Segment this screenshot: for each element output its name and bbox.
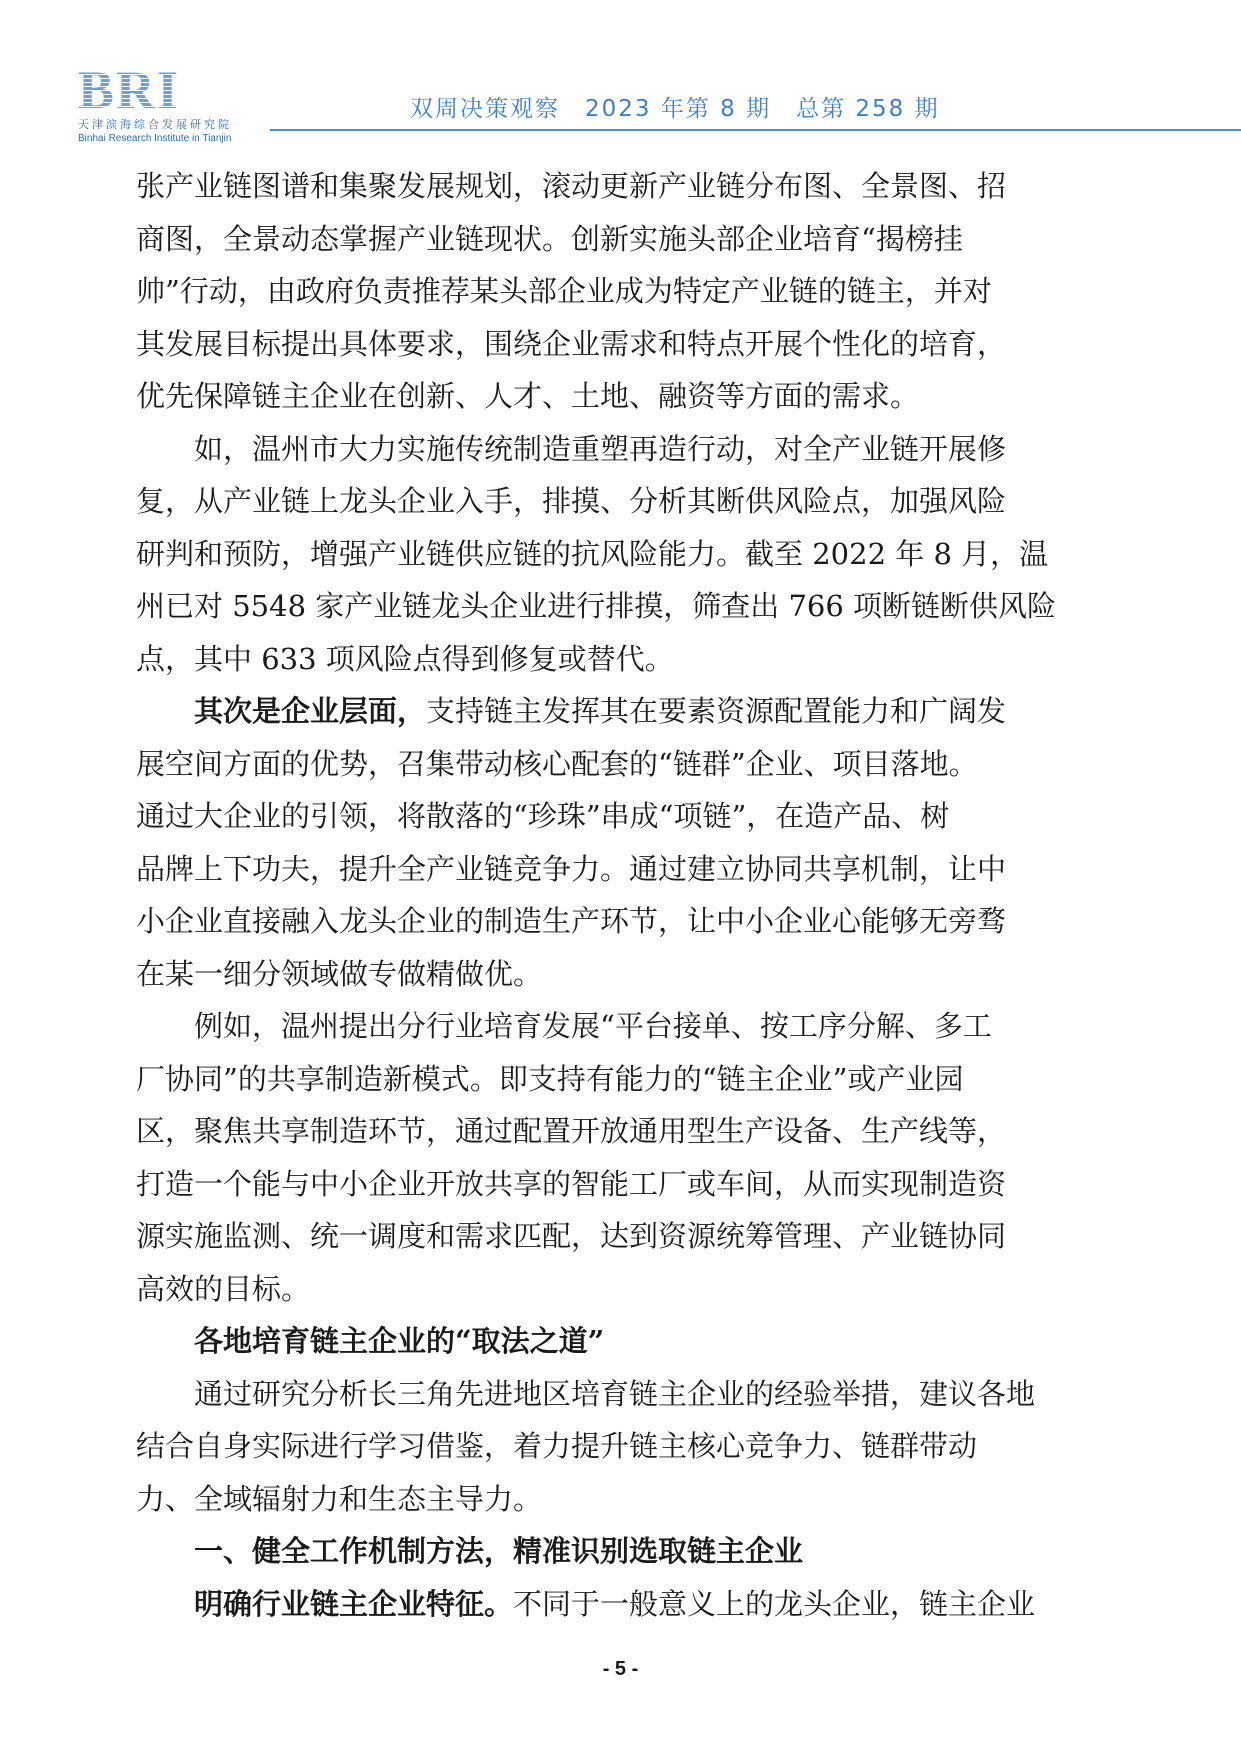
text-line: 商图，全景动态掌握产业链现状。创新实施头部企业培育“揭榜挂 (136, 221, 963, 256)
text-line: 厂协同”的共享制造新模式。即支持有能力的“链主企业”或产业园 (136, 1061, 964, 1096)
text-line: 打造一个能与中小企业开放共享的智能工厂或车间，从而实现制造资 (136, 1166, 1007, 1201)
text-line: 点，其中 633 项风险点得到修复或替代。 (136, 641, 674, 676)
text-line: 区，聚焦共享制造环节，通过配置开放通用型生产设备、生产线等， (136, 1114, 1007, 1148)
logo-chinese-name: 天津滨海综合发展研究院 (78, 118, 232, 131)
text-line: 展空间方面的优势，召集带动核心配套的“链群”企业、项目落地。 (136, 746, 978, 781)
text-line: 例如，温州提出分行业培育发展“平台接单、按工序分解、多工 (194, 1009, 992, 1043)
section-heading: 各地培育链主企业的“取法之道” (194, 1324, 605, 1358)
logo-letter-mark: BRI (78, 60, 181, 120)
text-line (136, 685, 1096, 738)
text-line: 结合自身实际进行学习借鉴，着力提升链主核心竞争力、链群带动 (136, 1429, 978, 1463)
text-line-rest: 支持链主发挥其在要素资源配置能力和广阔发 (426, 694, 1007, 728)
header-title: 双周决策观察 2023 年第 8 期 总第 258 期 (410, 96, 940, 122)
subsection-heading: 一、健全工作机制方法，精准识别选取链主企业 (194, 1534, 804, 1568)
text-line: 州已对 5548 家产业链龙头企业进行排摸，筛查出 766 项断链断供风险 (136, 589, 1057, 623)
header-rule (270, 129, 1241, 131)
page-number: - 5 - (602, 1658, 639, 1680)
text-line: 源实施监测、统一调度和需求匹配，达到资源统筹管理、产业链协同 (136, 1219, 1007, 1253)
logo-english-name: Binhai Research Institute in Tianjin (78, 133, 232, 144)
text-line: 在某一细分领域做专做精做优。 (136, 956, 543, 991)
text-line-rest: 不同于一般意义上的龙头企业，链主企业 (513, 1586, 1036, 1621)
logo-letters (78, 60, 268, 120)
text-line: 张产业链图谱和集聚发展规划，滚动更新产业链分布图、全景图、招 (136, 169, 1007, 203)
text-line: 其发展目标提出具体要求，围绕企业需求和特点开展个性化的培育， (136, 326, 1007, 361)
text-line: 优先保障链主企业在创新、人才、土地、融资等方面的需求。 (136, 379, 920, 413)
document-body (136, 160, 1096, 1630)
text-line: 品牌上下功夫，提升全产业链竞争力。通过建立协同共享机制，让中 (136, 851, 1007, 886)
bold-lead-phrase: 其次是企业层面， (194, 694, 427, 728)
text-line: 高效的目标。 (136, 1271, 311, 1306)
text-line: 通过研究分析长三角先进地区培育链主企业的经验举措，建议各地 (194, 1376, 1036, 1411)
text-line: 复，从产业链上龙头企业入手，排摸、分析其断供风险点，加强风险 (136, 484, 1007, 518)
text-line: 研判和预防，增强产业链供应链的抗风险能力。截至 2022 年 8 月，温 (136, 536, 1049, 571)
text-line (136, 1578, 1096, 1631)
text-line: 如，温州市大力实施传统制造重塑再造行动，对全产业链开展修 (194, 431, 1007, 466)
text-line: 通过大企业的引领，将散落的“珍珠”串成“项链”，在造产品、树 (136, 799, 950, 833)
bri-logo (78, 60, 268, 146)
text-line: 帅”行动，由政府负责推荐某头部企业成为特定产业链的链主，并对 (136, 274, 992, 308)
bold-lead-phrase: 明确行业链主企业特征。 (194, 1586, 514, 1621)
text-line: 小企业直接融入龙头企业的制造生产环节，让中小企业心能够无旁骛 (136, 904, 1007, 938)
text-line: 力、全域辐射力和生态主导力。 (136, 1481, 543, 1516)
